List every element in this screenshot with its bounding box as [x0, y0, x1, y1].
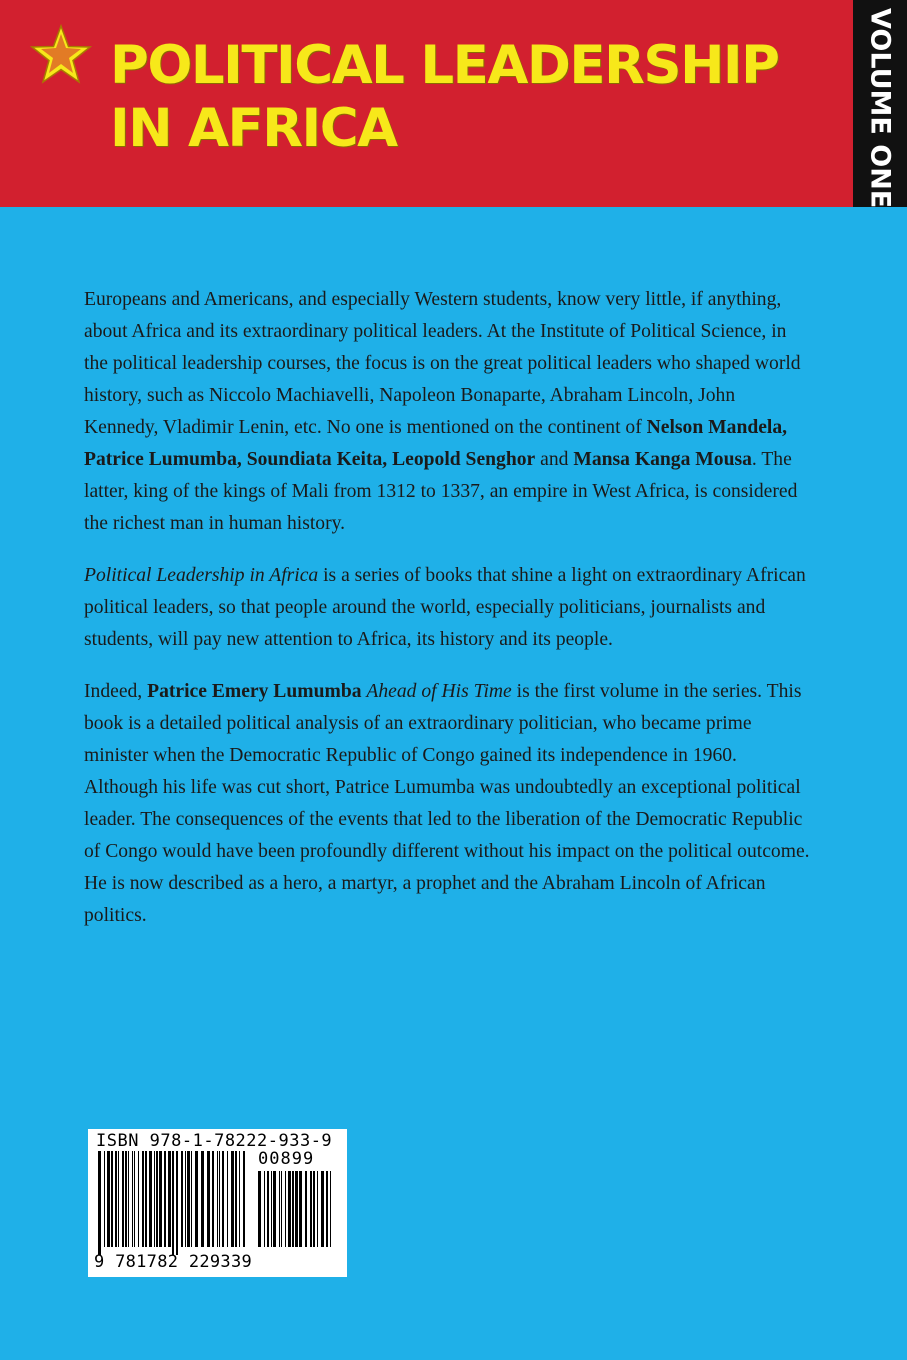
- price-code: 00899: [258, 1149, 315, 1169]
- p1-and: and: [535, 449, 574, 470]
- p2-series-title: Political Leadership in Africa: [84, 565, 319, 586]
- star-icon: [30, 24, 92, 86]
- addon-barcode-icon: [256, 1171, 340, 1255]
- p3-book-title: Ahead of His Time: [366, 681, 512, 702]
- p3-author-subject: Patrice Emery Lumumba: [147, 681, 362, 702]
- barcode: [88, 1129, 347, 1277]
- book-title: [110, 34, 830, 160]
- header-banner: [0, 0, 907, 207]
- p1-text-a: Europeans and Americans, and especially Western students, know very little, if anything, about Africa and its extraordinary political leaders. At the Institute of Political Science, in the political leadership courses, the focus is on the great political leaders who shaped world history, such as Niccolo Machiavelli, Napoleon Bonaparte, Abraham Lincoln, John Kennedy, Vladimir Lenin, etc. No one is mentioned on the continent of: [84, 289, 801, 438]
- paragraph-3: [84, 676, 814, 932]
- volume-label: VOLUME ONE: [864, 8, 896, 209]
- isbn-label: ISBN 978-1-78222-933-9: [96, 1131, 333, 1151]
- p3-text-a: Indeed,: [84, 681, 148, 702]
- title-line-2: IN AFRICA: [110, 98, 397, 159]
- p2-text: is a series of books that shine a light on extraordinary African political leaders, so that people around the world, especially politicians, journalists and students, will pay new attention to Africa, its history and its people.: [84, 565, 806, 650]
- p3-text: is the first volume in the series. This book is a detailed political analysis of an extraordinary politician, who became prime minister when the Democratic Republic of Congo gained its independence in 1960. Although his life was cut short, Patrice Lumumba was undoubtedly an exceptional political leader. The consequences of the events that led to the liberation of the Democratic Republic of Congo would have been profoundly different without his impact on the political outcome. He is now described as a hero, a martyr, a prophet and the Abraham Lincoln of African politics.: [84, 681, 810, 926]
- p1-text-b: . The latter, king of the kings of Mali from 1312 to 1337, an empire in West Africa, is considered the richest man in human history.: [84, 449, 798, 534]
- ean-barcode-icon: [96, 1151, 251, 1255]
- paragraph-1: [84, 284, 814, 540]
- paragraph-2: [84, 560, 814, 656]
- p1-leader-name-mousa: Mansa Kanga Mousa: [573, 449, 752, 470]
- title-line-1: POLITICAL LEADERSHIP: [110, 35, 779, 96]
- barcode-digits: 9 781782 229339: [94, 1252, 253, 1272]
- blurb: [84, 284, 814, 952]
- p1-leader-names: Nelson Mandela, Patrice Lumumba, Soundiata Keita, Leopold Senghor: [84, 417, 788, 470]
- volume-tab: [853, 0, 907, 207]
